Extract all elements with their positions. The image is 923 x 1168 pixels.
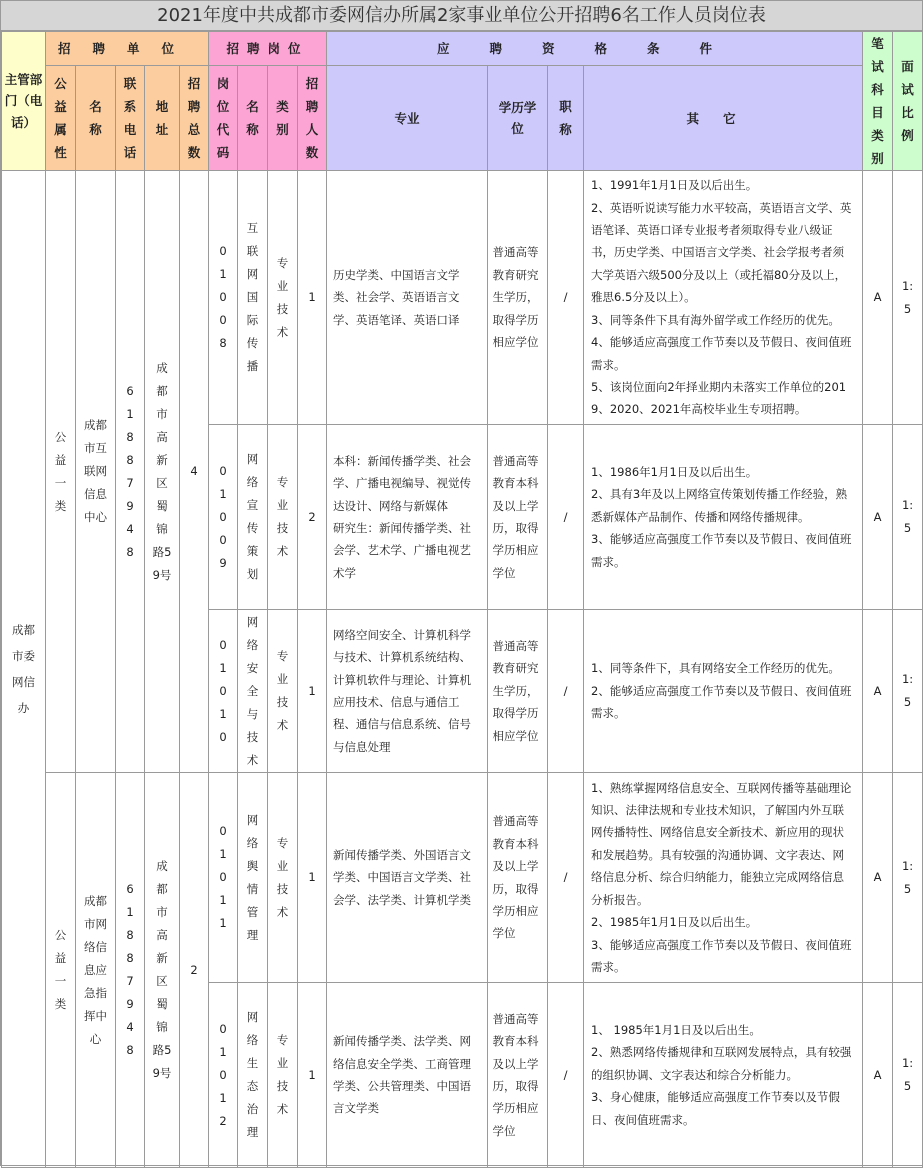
post-other-line: 3、能够适应高强度工作节奏以及节假日、夜间值班需求。	[591, 532, 852, 569]
unit-address: 成都市高新区蜀锦路59号	[152, 859, 172, 1080]
header-post-type: 类别	[276, 99, 289, 138]
post-count: 1	[298, 171, 327, 425]
post-type: 专业技术	[276, 475, 289, 558]
post-other-line: 1、熟练掌握网络信息安全、互联网传播等基础理论知识、法律法规和专业技术知识，了解国内外互联网传播特性、网络信息安全新技术、新应用的现状和发展趋势。具有较强的沟通协调、文字表达、网络信息分析、综合归纳能力，能独立完成网络信息分析报告。	[591, 780, 852, 907]
post-name: 互联网国际传播	[246, 221, 259, 373]
post-major-line: 研究生：新闻传播学类、社会学、艺术学、广播电视艺术学	[333, 521, 472, 580]
post-major: 新闻传播学类、法学类、网络信息安全学类、工商管理学类、公共管理类、中国语言文学类	[327, 983, 488, 1168]
header-title-req: 职称	[559, 99, 572, 138]
post-type: 专业技术	[276, 835, 289, 919]
post-title-req: /	[548, 983, 584, 1168]
post-other-line: 1、1991年1月1日及以后出生。	[591, 178, 758, 193]
unit-name: 成都市网络信息应急指挥中心	[84, 893, 107, 1046]
unit-phone: 61887948	[126, 383, 134, 559]
post-count: 1	[298, 610, 327, 773]
post-ratio: 1:5	[901, 1056, 914, 1093]
post-exam: A	[863, 425, 893, 610]
post-other-line: 3、能够适应高强度工作节奏以及节假日、夜间值班需求。	[591, 937, 852, 974]
header-unit-total: 招聘总数	[187, 76, 201, 161]
unit-nature: 公益一类	[54, 429, 67, 513]
post-count: 1	[298, 773, 327, 983]
header-exam: 笔试科目类别	[871, 36, 884, 166]
post-edu: 普通高等教育研究生学历，取得学历相应学位	[492, 245, 539, 350]
page-title: 2021年度中共成都市委网信办所属2家事业单位公开招聘6名工作人员岗位表	[1, 1, 922, 31]
post-type: 专业技术	[276, 649, 289, 732]
header-unit-group: 招聘单位	[46, 32, 209, 66]
unit-phone: 61887948	[126, 882, 134, 1057]
post-exam: A	[863, 773, 893, 983]
post-exam: A	[863, 983, 893, 1168]
post-type: 专业技术	[276, 1033, 289, 1116]
header-unit-name: 名称	[89, 99, 102, 138]
post-edu: 普通高等教育研究生学历，取得学历相应学位	[492, 638, 539, 743]
unit-name: 成都市互联网信息中心	[84, 418, 107, 524]
unit-address: 成都市高新区蜀锦路59号	[152, 360, 172, 582]
unit-nature: 公益一类	[54, 928, 67, 1011]
post-code: 01009	[219, 463, 227, 570]
post-other-line: 2、1985年1月1日及以后出生。	[591, 915, 758, 930]
post-code: 01008	[219, 244, 227, 350]
post-title-req: /	[548, 171, 584, 425]
header-dept: 主管部门（电话）	[2, 32, 46, 171]
post-other-line: 3、同等条件下具有海外留学或工作经历的优先。	[591, 312, 840, 327]
header-interview: 面试比例	[901, 59, 914, 143]
post-title-req: /	[548, 773, 584, 983]
header-unit-addr: 地址	[155, 99, 169, 138]
header-post-name: 名称	[246, 99, 259, 138]
post-code: 01010	[219, 637, 227, 744]
header-other: 其它	[584, 66, 863, 171]
post-ratio: 1:5	[901, 278, 914, 316]
post-name: 网络生态治理	[246, 1010, 259, 1139]
post-exam: A	[863, 171, 893, 425]
unit-total: 2	[180, 773, 209, 1168]
post-name: 网络安全与技术	[246, 614, 259, 767]
post-exam: A	[863, 610, 893, 773]
post-count: 1	[298, 983, 327, 1168]
post-other-line: 2、能够适应高强度工作节奏以及节假日、夜间值班需求。	[591, 683, 852, 721]
post-name: 网络宣传策划	[246, 452, 259, 581]
post-edu: 普通高等教育本科及以上学历，取得学历相应学位	[492, 1011, 539, 1138]
post-ratio: 1:5	[901, 672, 914, 709]
post-edu: 普通高等教育本科及以上学历，取得学历相应学位	[492, 814, 539, 941]
post-other-line: 2、具有3年及以上网络宣传策划传播工作经验，熟悉新媒体产品制作、传播和网络传播规律。	[591, 487, 848, 524]
post-major-line: 本科：新闻传播学类、社会学、广播电视编导、视觉传达设计、网络与新媒体	[333, 453, 472, 513]
header-unit-phone: 联系电话	[123, 76, 137, 161]
post-name: 网络舆情管理	[246, 812, 259, 942]
post-major: 历史学类、中国语言文学类、社会学、英语语言文学、英语笔译、英语口译	[327, 171, 488, 425]
post-count: 2	[298, 425, 327, 610]
header-major: 专业	[327, 66, 488, 171]
post-title-req: /	[548, 425, 584, 610]
header-unit-nature: 公益属性	[54, 76, 67, 161]
post-ratio: 1:5	[901, 498, 914, 535]
post-code: 01012	[219, 1021, 227, 1128]
post-other-line: 2、英语听说读写能力水平较高，英语语言文学、英语笔译、英语口译专业报考者须取得专业八级证书，历史学类、中国语言文学类、社会学报考者须大学英语六级500分及以上（或托福80分及以上，雅思6.5分及以上）。	[591, 200, 852, 305]
post-other-line: 1、同等条件下，具有网络安全工作经历的优先。	[591, 661, 840, 676]
unit-total: 4	[180, 171, 209, 773]
post-major: 网络空间安全、计算机科学与技术、计算机系统结构、计算机软件与理论、计算机应用技术、信息与通信工程、通信与信息系统、信号与信息处理	[327, 610, 488, 773]
table-row	[2, 171, 923, 425]
post-other-line: 3、身心健康，能够适应高强度工作节奏以及节假日、夜间值班需求。	[591, 1090, 840, 1127]
post-edu: 普通高等教育本科及以上学历，取得学历相应学位	[492, 453, 539, 580]
header-post-code: 岗位代码	[216, 76, 230, 161]
post-type: 专业技术	[276, 255, 289, 339]
post-other-line: 1、 1985年1月1日及以后出生。	[591, 1022, 761, 1037]
post-code: 01011	[219, 824, 227, 930]
post-other-line: 1、1986年1月1日及以后出生。	[591, 464, 758, 479]
post-other-line: 2、熟悉网络传播规律和互联网发展特点，具有较强的组织协调、文字表达和综合分析能力。	[591, 1045, 852, 1082]
post-title-req: /	[548, 610, 584, 773]
post-other-line: 4、能够适应高强度工作节奏以及节假日、夜间值班需求。	[591, 335, 852, 372]
table-row	[2, 773, 923, 983]
header-post-group: 招聘岗位	[209, 32, 327, 66]
job-table	[1, 31, 923, 1168]
post-ratio: 1:5	[901, 858, 914, 896]
header-qual-group: 应聘资格条件	[327, 32, 863, 66]
post-major: 新闻传播学类、外国语言文学类、中国语言文学类、社会学、法学类、计算机学类	[327, 773, 488, 983]
department-cell: 成都市委网信办	[12, 623, 35, 715]
post-other-line: 5、该岗位面向2年择业期内未落实工作单位的2019、2020、2021年高校毕业生专项招聘。	[591, 379, 847, 417]
header-edu: 学历学位	[498, 99, 537, 137]
header-post-count: 招聘人数	[305, 76, 319, 161]
